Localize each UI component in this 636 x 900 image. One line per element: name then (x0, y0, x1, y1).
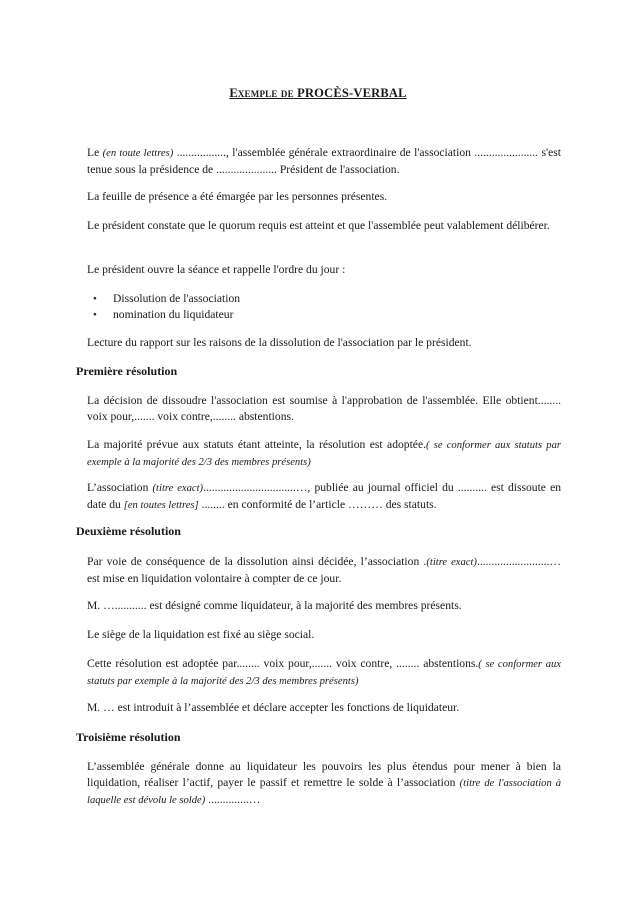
resolution-1-paragraph-1 (87, 393, 561, 425)
intro-paragraph-1 (87, 145, 561, 178)
italic-note: (titre exact) (152, 483, 204, 494)
bullet-icon: • (93, 293, 97, 305)
resolution-2-paragraph-5 (87, 700, 561, 716)
text-run: Le siège de la liquidation est fixé au siège social. (87, 628, 315, 641)
agenda-item: • Dissolution de l'association (93, 292, 241, 305)
title-main: PROCÈS-VERBAL (297, 86, 407, 100)
text-run: Le président constate que le quorum requis est atteint et que l'assemblée peut valablement délibérer. (87, 219, 550, 232)
resolution-2-heading: Deuxième résolution (76, 524, 181, 538)
intro-paragraph-2 (87, 189, 561, 205)
text-run: .........................… est mise en liquidation volontaire à compter de ce jour. (87, 555, 562, 585)
intro-paragraph-3 (87, 218, 561, 234)
italic-note: (en toute lettres) (102, 148, 174, 159)
resolution-1-heading: Première résolution (76, 364, 178, 378)
title-prefix: Exemple de (229, 86, 294, 100)
text-run: L’association (87, 481, 153, 494)
text-run: La majorité prévue aux statuts étant atteinte, la résolution est adoptée. (87, 438, 427, 451)
resolution-2-paragraph-2 (87, 598, 561, 614)
text-run: ................................…, publiée au journal officiel du .......... est dissoute en date du (87, 481, 562, 511)
italic-note: [en toutes lettres] (123, 500, 199, 511)
text-run: M. … est introduit à l’assemblée et déclare accepter les fonctions de liquidateur. (87, 701, 460, 714)
resolution-2-paragraph-1 (87, 554, 561, 587)
text-run: ..............… (205, 793, 261, 806)
resolution-2-paragraph-3 (87, 627, 561, 643)
reading-paragraph: Lecture du rapport sur les raisons de la dissolution de l'association par le président. (87, 336, 472, 349)
text-run: M. …........... est désigné comme liquidateur, à la majorité des membres présents. (87, 599, 462, 612)
italic-note: ( se conformer aux statuts par exemple à la majorité des 2/3 des membres présents) (87, 440, 561, 468)
resolution-3-heading: Troisième résolution (76, 730, 181, 744)
italic-note: (titre de l'association à laquelle est dévolu le solde) (87, 778, 561, 806)
text-run: La feuille de présence a été émargée par les personnes présentes. (87, 190, 388, 203)
text-run: Le président ouvre la séance et rappelle l'ordre du jour : (87, 263, 346, 276)
resolution-1-paragraph-2 (87, 437, 561, 471)
intro-paragraph-4 (87, 262, 561, 278)
resolution-3-paragraph-1 (87, 759, 561, 809)
italic-note: ( se conformer aux statuts par exemple à la majorité des 2/3 des membres présents) (87, 659, 561, 687)
text-run: Cette résolution est adoptée par........ voix pour,....... voix contre, ........ abstentions. (87, 657, 479, 670)
resolution-1-paragraph-3 (87, 480, 561, 514)
document-title (0, 86, 636, 101)
agenda-item: • nomination du liquidateur (93, 308, 234, 321)
resolution-2-paragraph-4 (87, 656, 561, 690)
text-run: ................., l'assemblée générale extraordinaire de l'association ...................... s'est tenue sous la présidence de ..................... Président de l'association. (87, 146, 561, 176)
text-run: ........ en conformité de l’article ……… des statuts. (198, 498, 437, 511)
text-run: Par voie de conséquence de la dissolution ainsi décidée, l’association . (87, 555, 427, 568)
agenda-list (93, 291, 240, 323)
bullet-icon: • (93, 309, 97, 321)
text-run: L’assemblée générale donne au liquidateur les pouvoirs les plus étendus pour mener à bien la liquidation, réaliser l’actif, payer le passif et remettre le solde à l’association (87, 760, 561, 789)
italic-note: (titre exact) (426, 557, 477, 568)
text-run: Le (87, 146, 103, 159)
text-run: La décision de dissoudre l'association est soumise à l'approbation de l'assemblée. Elle obtient........ voix pour,....... voix contre,........ abstentions. (87, 394, 561, 423)
